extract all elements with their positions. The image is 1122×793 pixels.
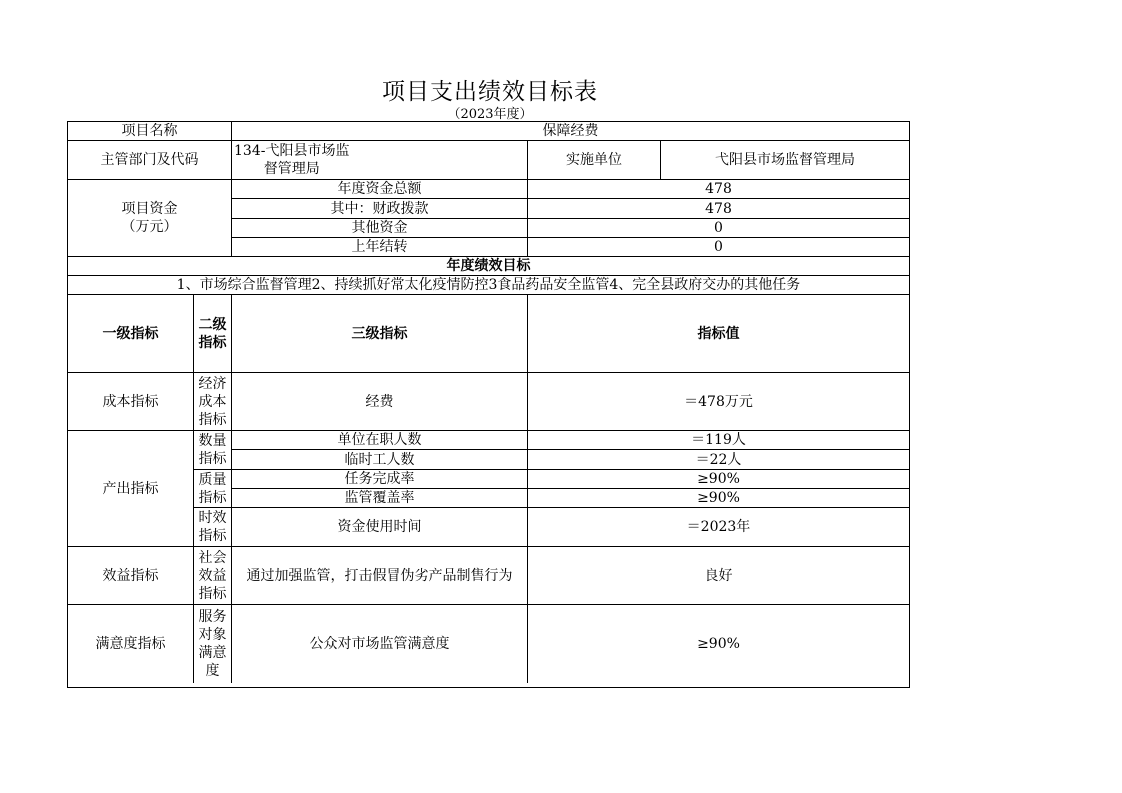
level3-coverage: 监管覆盖率 <box>232 489 528 508</box>
level3-funding: 经费 <box>232 373 528 431</box>
value-funding: ＝478万元 <box>528 373 909 431</box>
implementer-value: 弋阳县市场监督管理局 <box>661 141 909 180</box>
department-code-label: 主管部门及代码 <box>68 141 232 180</box>
project-funds-label: 项目资金 （万元） <box>68 180 232 257</box>
level1-cost: 成本指标 <box>68 373 194 431</box>
other-funds-label: 其他资金 <box>232 219 528 238</box>
value-staff-count: ＝119人 <box>528 431 909 450</box>
level3-staff-count: 单位在职人数 <box>232 431 528 450</box>
level1-satisfaction: 满意度指标 <box>68 605 194 683</box>
level3-public-satisfaction: 公众对市场监管满意度 <box>232 605 528 683</box>
value-fund-usage-time: ＝2023年 <box>528 508 909 547</box>
col-value-header: 指标值 <box>528 295 909 373</box>
project-name-label: 项目名称 <box>68 122 232 141</box>
annual-goal-text: 1、市场综合监督管理2、持续抓好常太化疫情防控3食品药品安全监管4、完全县政府交办的其他任务 <box>68 276 909 295</box>
fiscal-value: 478 <box>528 199 909 219</box>
level2-quantity: 数量 指标 <box>194 431 232 470</box>
value-public-satisfaction: ≥90% <box>697 636 740 652</box>
value-coverage: ≥90% <box>528 489 909 508</box>
level2-service-satisfaction: 服务 对象 满意 度 <box>194 605 232 683</box>
carryover-value: 0 <box>528 238 909 257</box>
year-subtitle: （2023年度） <box>447 107 533 122</box>
col-level3-header: 三级指标 <box>232 295 528 373</box>
value-temp-workers: ＝22人 <box>528 450 909 470</box>
carryover-label: 上年结转 <box>232 238 528 257</box>
col-level1-header: 一级指标 <box>68 295 194 373</box>
col-level2-header: 二级 指标 <box>194 295 232 373</box>
department-code-value: 134-弋阳县市场监 督管理局 <box>232 141 528 180</box>
level1-benefit: 效益指标 <box>68 547 194 605</box>
level2-economic-cost: 经济 成本 指标 <box>194 373 232 431</box>
level3-task-completion: 任务完成率 <box>232 470 528 489</box>
project-name-value: 保障经费 <box>232 122 909 141</box>
level3-temp-workers: 临时工人数 <box>232 450 528 470</box>
level2-quality: 质量 指标 <box>194 470 232 508</box>
page-title: 项目支出绩效目标表 <box>382 79 598 105</box>
level2-social-benefit: 社会 效益 指标 <box>194 547 232 605</box>
annual-total-label: 年度资金总额 <box>232 180 528 199</box>
fiscal-label: 其中：财政拨款 <box>232 199 528 219</box>
value-task-completion: ≥90% <box>528 470 909 489</box>
annual-total-value: 478 <box>528 180 909 199</box>
level2-timeliness: 时效 指标 <box>194 508 232 547</box>
value-supervision: 良好 <box>528 547 909 605</box>
level1-output: 产出指标 <box>68 431 194 547</box>
level3-supervision: 通过加强监管，打击假冒伪劣产品制售行为 <box>232 547 528 605</box>
other-funds-value: 0 <box>528 219 909 238</box>
level3-fund-usage-time: 资金使用时间 <box>232 508 528 547</box>
implementer-label: 实施单位 <box>528 141 661 180</box>
performance-table <box>67 121 910 688</box>
annual-goal-header: 年度绩效目标 <box>68 257 909 276</box>
